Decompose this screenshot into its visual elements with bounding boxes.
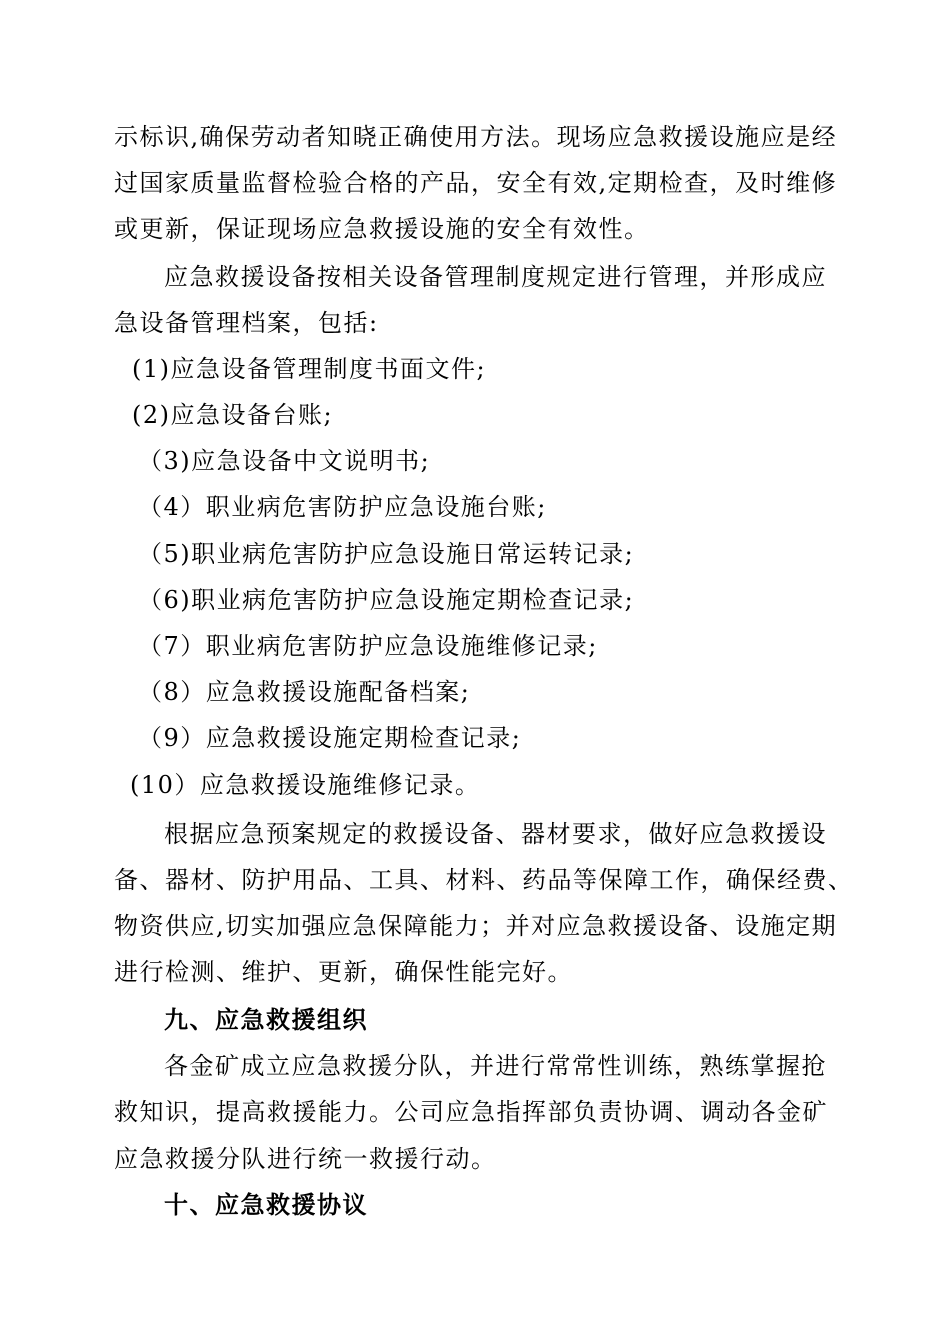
paragraph-line: 示标识,确保劳动者知晓正确使用方法。现场应急救援设施应是经 xyxy=(114,123,838,151)
list-item: (2)应急设备台账; xyxy=(132,401,334,429)
paragraph-line: 物资供应,切实加强应急保障能力；并对应急救援设备、设施定期 xyxy=(114,912,838,940)
list-item: （6)职业病危害防护应急设施定期检查记录; xyxy=(138,586,635,614)
paragraph-line: 进行检测、维护、更新，确保性能完好。 xyxy=(114,958,573,986)
section-heading: 十、应急救援协议 xyxy=(164,1191,368,1219)
list-item: (1)应急设备管理制度书面文件; xyxy=(132,355,487,383)
paragraph-line: 过国家质量监督检验合格的产品，安全有效,定期检查，及时维修 xyxy=(114,169,838,197)
paragraph-line: 各金矿成立应急救援分队，并进行常常性训练，熟练掌握抢 xyxy=(164,1052,827,1080)
paragraph-line: 应急救援分队进行统一救援行动。 xyxy=(114,1145,497,1173)
paragraph-line: 根据应急预案规定的救援设备、器材要求，做好应急救援设 xyxy=(164,820,827,848)
list-item: （5)职业病危害防护应急设施日常运转记录; xyxy=(138,540,635,568)
list-item: （7）职业病危害防护应急设施维修记录; xyxy=(138,632,598,660)
list-item: （9）应急救援设施定期检查记录; xyxy=(138,724,522,752)
section-heading: 九、应急救援组织 xyxy=(164,1006,368,1034)
list-item: （4）职业病危害防护应急设施台账; xyxy=(138,493,547,521)
list-item: （8）应急救援设施配备档案; xyxy=(138,678,471,706)
paragraph-line: 急设备管理档案，包括: xyxy=(114,309,379,337)
list-item: (10）应急救援设施维修记录。 xyxy=(130,771,481,799)
paragraph-line: 救知识，提高救援能力。公司应急指挥部负责协调、调动各金矿 xyxy=(114,1098,828,1126)
paragraph-line: 应急救援设备按相关设备管理制度规定进行管理，并形成应 xyxy=(164,263,827,291)
paragraph-line: 或更新，保证现场应急救援设施的安全有效性。 xyxy=(114,215,650,243)
list-item: （3)应急设备中文说明书; xyxy=(138,447,431,475)
paragraph-line: 备、器材、防护用品、工具、材料、药品等保障工作，确保经费、 xyxy=(114,866,854,894)
